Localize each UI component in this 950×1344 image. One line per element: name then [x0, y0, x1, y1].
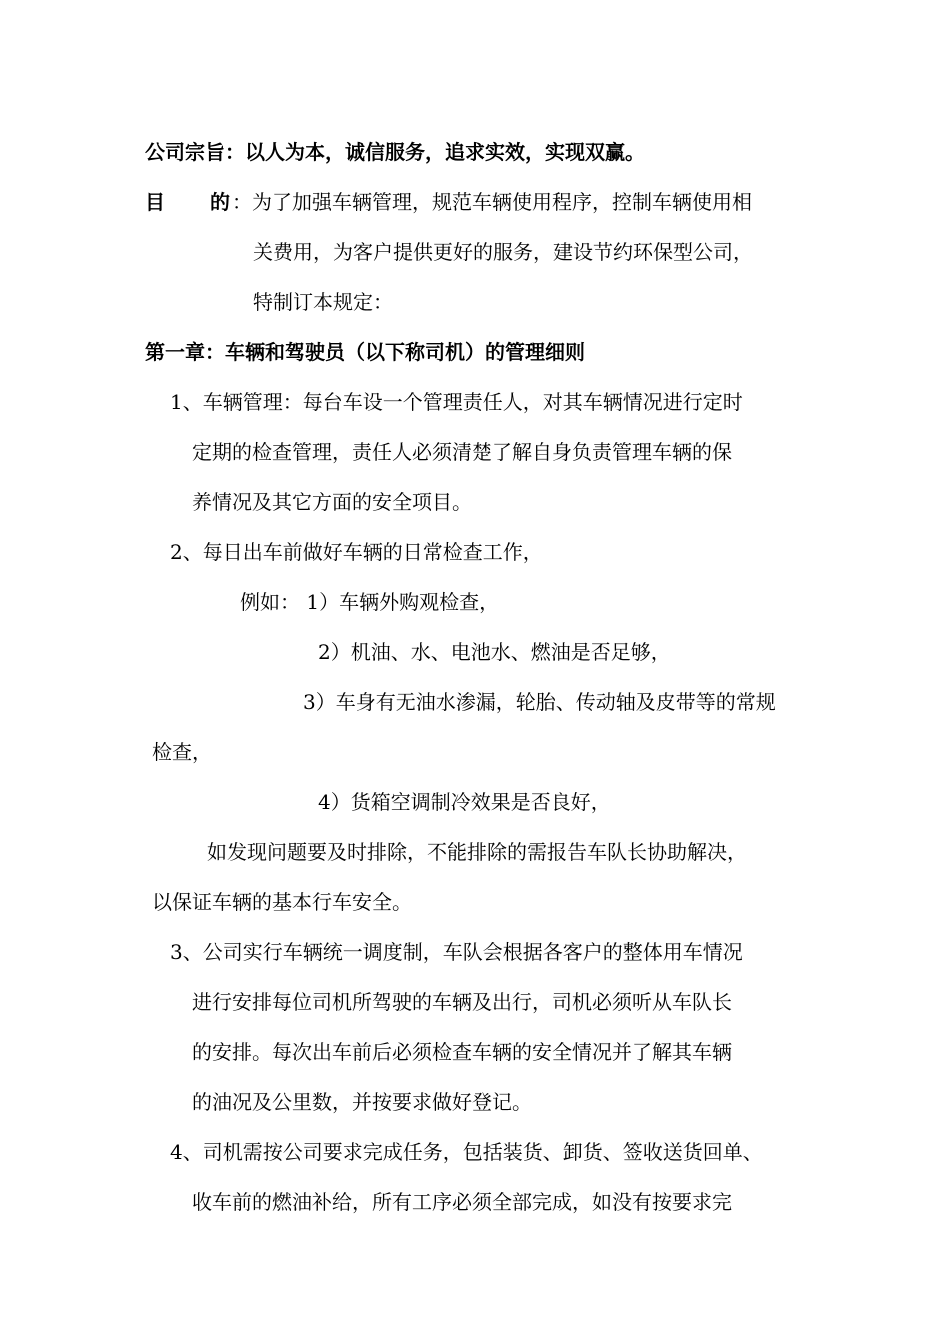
purpose-label-first: 目 — [145, 190, 165, 214]
item-4-line-1: 4、司机需按公司要求完成任务，包括装货、卸货、签收送货回单、 — [170, 1140, 763, 1164]
item-3-line-3: 的安排。每次出车前后必须检查车辆的安全情况并了解其车辆 — [192, 1040, 732, 1064]
purpose-line-2: 关费用，为客户提供更好的服务，建设节约环保型公司， — [253, 240, 753, 264]
chapter-1-title: 第一章：车辆和驾驶员（以下称司机）的管理细则 — [145, 340, 585, 364]
item-1-line-3: 养情况及其它方面的安全项目。 — [192, 490, 472, 514]
item-2-example-4: 4）货箱空调制冷效果是否良好， — [318, 790, 611, 814]
item-2-example-1: 例如： 1）车辆外购观检查， — [240, 590, 500, 614]
company-mission: 公司宗旨：以人为本，诚信服务，追求实效，实现双赢。 — [145, 140, 645, 164]
purpose-label-second: 的 — [210, 190, 230, 214]
purpose-line-3: 特制订本规定： — [253, 290, 393, 314]
item-1-line-1: 1、车辆管理：每台车设一个管理责任人，对其车辆情况进行定时 — [170, 390, 743, 414]
item-2-note-2: 以保证车辆的基本行车安全。 — [152, 890, 412, 914]
purpose-line-1: ：为了加强车辆管理，规范车辆使用程序，控制车辆使用相 — [232, 190, 752, 214]
item-2-note-1: 如发现问题要及时排除，不能排除的需报告车队长协助解决， — [207, 840, 747, 864]
item-3-line-2: 进行安排每位司机所驾驶的车辆及出行，司机必须听从车队长 — [192, 990, 732, 1014]
item-2-example-3: 3）车身有无油水渗漏，轮胎、传动轴及皮带等的常规 — [303, 690, 776, 714]
item-2-example-2: 2）机油、水、电池水、燃油是否足够， — [318, 640, 671, 664]
item-4-line-2: 收车前的燃油补给，所有工序必须全部完成，如没有按要求完 — [192, 1190, 732, 1214]
item-2-line-1: 2、每日出车前做好车辆的日常检查工作， — [170, 540, 543, 564]
item-1-line-2: 定期的检查管理，责任人必须清楚了解自身负责管理车辆的保 — [192, 440, 732, 464]
item-2-example-3-cont: 检查， — [152, 740, 212, 764]
item-3-line-1: 3、公司实行车辆统一调度制，车队会根据各客户的整体用车情况 — [170, 940, 743, 964]
item-3-line-4: 的油况及公里数，并按要求做好登记。 — [192, 1090, 532, 1114]
